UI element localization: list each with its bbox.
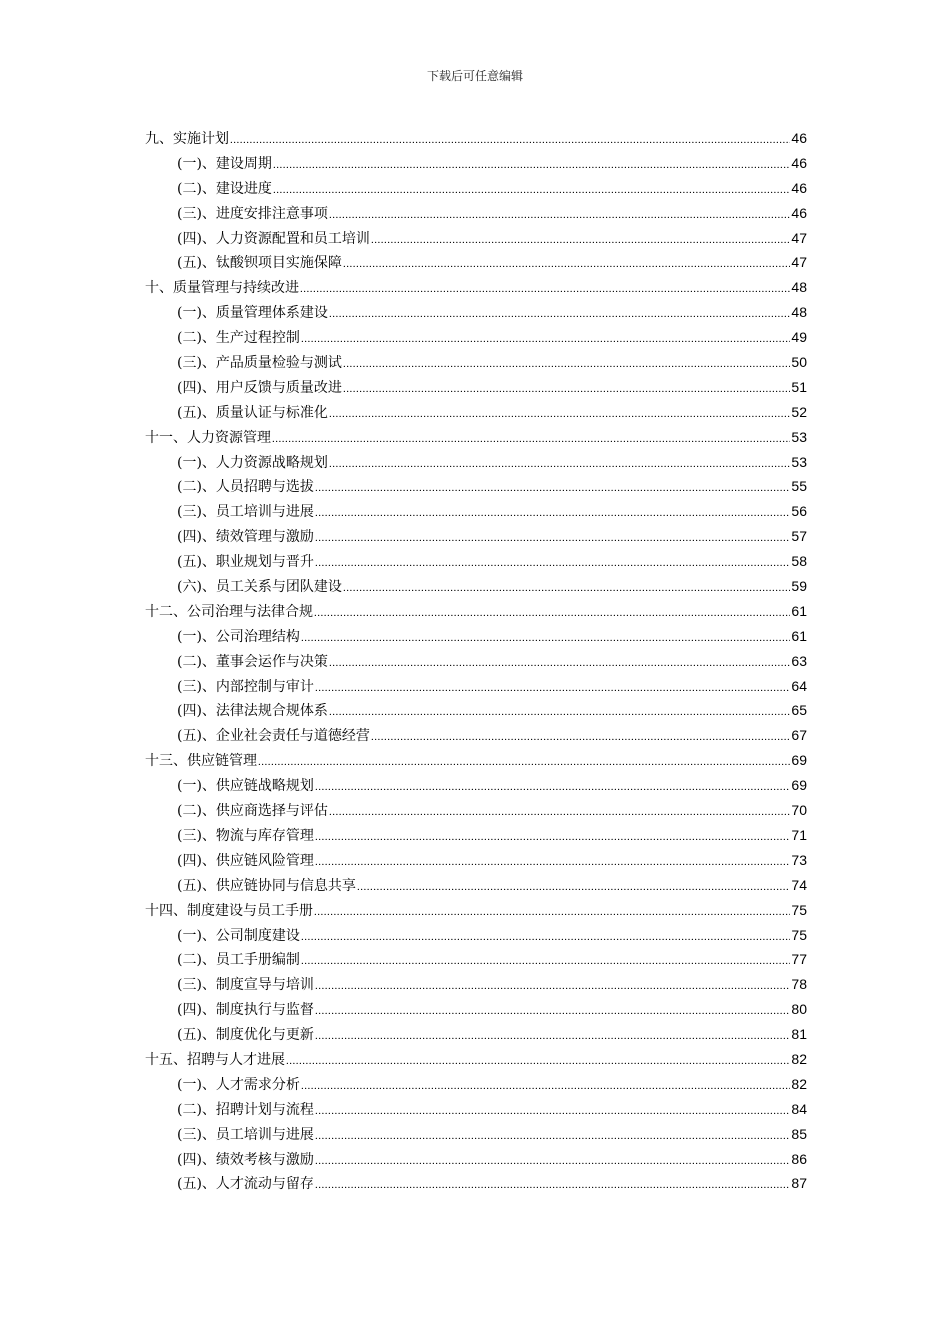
toc-page-number: 46 [791, 204, 807, 221]
toc-page-number: 52 [791, 403, 807, 420]
toc-entry-title: (四)、用户反馈与质量改进 [177, 379, 342, 396]
toc-page-number: 46 [791, 154, 807, 171]
toc-section-entry[interactable] [145, 1072, 807, 1097]
toc-section-entry[interactable] [145, 450, 807, 475]
toc-entry-title: (一)、建设周期 [177, 155, 272, 172]
toc-entry-title: (一)、质量管理体系建设 [177, 305, 328, 322]
toc-dot-leader [315, 551, 790, 576]
toc-section-entry[interactable] [145, 624, 807, 649]
toc-dot-leader [329, 700, 790, 725]
toc-dot-leader [258, 750, 790, 775]
toc-section-entry[interactable] [145, 1097, 807, 1122]
toc-page-number: 74 [791, 876, 807, 893]
toc-dot-leader [343, 377, 790, 402]
toc-entry-title: (二)、人员招聘与选拔 [177, 479, 314, 496]
toc-page-number: 53 [791, 453, 807, 470]
toc-dot-leader [315, 1173, 790, 1198]
toc-page-number: 64 [791, 677, 807, 694]
page-header: 下载后可任意编辑 [426, 69, 523, 83]
toc-section-entry[interactable] [145, 923, 807, 948]
toc-page-number: 65 [791, 702, 807, 719]
toc-section-entry[interactable] [145, 151, 807, 176]
toc-page-number: 63 [791, 652, 807, 669]
toc-dot-leader [273, 178, 790, 203]
toc-section-entry[interactable] [145, 972, 807, 997]
toc-page-number: 69 [791, 777, 807, 794]
toc-dot-leader [315, 825, 790, 850]
toc-section-entry[interactable] [145, 823, 807, 848]
toc-section-entry[interactable] [145, 549, 807, 574]
toc-section-entry[interactable] [145, 325, 807, 350]
toc-entry-title: (一)、供应链战略规划 [177, 778, 314, 795]
toc-dot-leader [315, 1149, 790, 1174]
toc-entry-title: (二)、员工手册编制 [177, 952, 300, 969]
toc-section-entry[interactable] [145, 300, 807, 325]
toc-entry-title: (四)、人力资源配置和员工培训 [177, 230, 370, 247]
toc-page-number: 50 [791, 354, 807, 371]
toc-dot-leader [230, 128, 790, 153]
toc-dot-leader [315, 1124, 790, 1149]
toc-dot-leader [301, 949, 790, 974]
toc-entry-title: (一)、公司制度建设 [177, 927, 300, 944]
toc-section-entry[interactable] [145, 574, 807, 599]
toc-dot-leader [329, 452, 790, 477]
toc-section-entry[interactable] [145, 1122, 807, 1147]
toc-entry-title: (三)、内部控制与审计 [177, 678, 314, 695]
toc-page-number: 82 [791, 1075, 807, 1092]
toc-page-number: 86 [791, 1150, 807, 1167]
toc-entry-title: 十四、制度建设与员工手册 [145, 902, 313, 919]
toc-dot-leader [343, 576, 790, 601]
toc-dot-leader [315, 476, 790, 501]
toc-section-entry[interactable] [145, 947, 807, 972]
toc-section-entry[interactable] [145, 350, 807, 375]
toc-entry-title: (五)、人才流动与留存 [177, 1176, 314, 1193]
toc-entry-title: (二)、招聘计划与流程 [177, 1101, 314, 1118]
toc-entry-title: (二)、生产过程控制 [177, 330, 300, 347]
toc-dot-leader [273, 153, 790, 178]
toc-entry-title: (三)、员工培训与进展 [177, 504, 314, 521]
toc-chapter-entry[interactable] [145, 275, 807, 300]
toc-dot-leader [314, 900, 790, 925]
toc-section-entry[interactable] [145, 176, 807, 201]
toc-entry-title: (五)、制度优化与更新 [177, 1027, 314, 1044]
toc-page-number: 55 [791, 478, 807, 495]
toc-dot-leader [329, 800, 790, 825]
toc-page-number: 77 [791, 951, 807, 968]
toc-section-entry[interactable] [145, 1022, 807, 1047]
toc-page-number: 69 [791, 752, 807, 769]
toc-section-entry[interactable] [145, 400, 807, 425]
toc-section-entry[interactable] [145, 1147, 807, 1172]
toc-page-number: 81 [791, 1026, 807, 1043]
toc-section-entry[interactable] [145, 698, 807, 723]
toc-dot-leader [301, 626, 790, 651]
toc-dot-leader [329, 203, 790, 228]
toc-page-number: 78 [791, 976, 807, 993]
toc-page-number: 48 [791, 279, 807, 296]
toc-page-number: 46 [791, 179, 807, 196]
toc-page-number: 49 [791, 329, 807, 346]
toc-page-number: 80 [791, 1001, 807, 1018]
toc-entry-title: (五)、供应链协同与信息共享 [177, 877, 356, 894]
toc-dot-leader [371, 228, 790, 253]
toc-dot-leader [357, 875, 790, 900]
toc-dot-leader [329, 402, 790, 427]
toc-chapter-entry[interactable] [145, 898, 807, 923]
toc-page-number: 75 [791, 901, 807, 918]
toc-page-number: 87 [791, 1175, 807, 1192]
toc-section-entry[interactable] [145, 649, 807, 674]
toc-section-entry[interactable] [145, 798, 807, 823]
toc-entry-title: (五)、职业规划与晋升 [177, 554, 314, 571]
toc-dot-leader [343, 352, 790, 377]
toc-dot-leader [315, 999, 790, 1024]
toc-dot-leader [315, 850, 790, 875]
toc-dot-leader [329, 651, 790, 676]
toc-section-entry[interactable] [145, 375, 807, 400]
toc-entry-title: (三)、员工培训与进展 [177, 1126, 314, 1143]
toc-chapter-entry[interactable] [145, 126, 807, 151]
toc-entry-title: 九、实施计划 [145, 131, 229, 147]
toc-section-entry[interactable] [145, 250, 807, 275]
toc-dot-leader [315, 501, 790, 526]
toc-section-entry[interactable] [145, 201, 807, 226]
toc-dot-leader [343, 252, 790, 277]
toc-entry-title: (四)、供应链风险管理 [177, 852, 314, 869]
toc-entry-title: (六)、员工关系与团队建设 [177, 579, 342, 596]
toc-entry-title: (二)、董事会运作与决策 [177, 653, 328, 670]
toc-page-number: 46 [791, 130, 807, 146]
toc-dot-leader [315, 775, 790, 800]
toc-entry-title: 十二、公司治理与法律合规 [145, 603, 313, 620]
toc-section-entry[interactable] [145, 674, 807, 699]
toc-page-number: 56 [791, 503, 807, 520]
toc-entry-title: (三)、物流与库存管理 [177, 827, 314, 844]
toc-page-number: 53 [791, 428, 807, 445]
toc-entry-title: (四)、法律法规合规体系 [177, 703, 328, 720]
toc-section-entry[interactable] [145, 499, 807, 524]
toc-page-number: 70 [791, 802, 807, 819]
toc-entry-title: (四)、制度执行与监督 [177, 1002, 314, 1019]
toc-section-entry[interactable] [145, 1171, 807, 1196]
toc-entry-title: 十五、招聘与人才进展 [145, 1051, 285, 1068]
toc-entry-title: (一)、公司治理结构 [177, 628, 300, 645]
toc-entry-title: 十一、人力资源管理 [145, 429, 271, 446]
toc-section-entry[interactable] [145, 474, 807, 499]
toc-section-entry[interactable] [145, 226, 807, 251]
toc-page-number: 47 [791, 229, 807, 246]
toc-page-number: 58 [791, 553, 807, 570]
toc-entry-title: (五)、质量认证与标准化 [177, 404, 328, 421]
toc-page-number: 51 [791, 378, 807, 395]
toc-dot-leader [315, 1024, 790, 1049]
toc-entry-title: (四)、绩效考核与激励 [177, 1151, 314, 1168]
toc-page-number: 82 [791, 1050, 807, 1067]
toc-entry-title: (三)、进度安排注意事项 [177, 205, 328, 222]
toc-page-number: 84 [791, 1100, 807, 1117]
toc-section-entry[interactable] [145, 524, 807, 549]
toc-entry-title: (五)、钛酸钡项目实施保障 [177, 255, 342, 272]
toc-dot-leader [314, 601, 790, 626]
toc-page-number: 59 [791, 578, 807, 595]
toc-chapter-entry[interactable] [145, 748, 807, 773]
toc-page-number: 48 [791, 304, 807, 321]
toc-page-number: 73 [791, 851, 807, 868]
toc-entry-title: (二)、供应商选择与评估 [177, 803, 328, 820]
toc-chapter-entry[interactable] [145, 425, 807, 450]
toc-page-number: 57 [791, 528, 807, 545]
toc-entry-title: 十三、供应链管理 [145, 753, 257, 770]
toc-page-number: 61 [791, 602, 807, 619]
toc-entry-title: 十、质量管理与持续改进 [145, 280, 299, 297]
toc-section-entry[interactable] [145, 773, 807, 798]
toc-page-number: 47 [791, 254, 807, 271]
table-of-contents [145, 126, 807, 1196]
toc-page-number: 71 [791, 826, 807, 843]
toc-dot-leader [300, 277, 790, 302]
toc-dot-leader [301, 925, 790, 950]
toc-dot-leader [286, 1049, 790, 1074]
toc-entry-title: (四)、绩效管理与激励 [177, 529, 314, 546]
toc-chapter-entry[interactable] [145, 599, 807, 624]
toc-section-entry[interactable] [145, 848, 807, 873]
toc-page-number: 61 [791, 627, 807, 644]
toc-entry-title: (五)、企业社会责任与道德经营 [177, 728, 370, 745]
toc-dot-leader [315, 526, 790, 551]
toc-chapter-entry[interactable] [145, 1047, 807, 1072]
toc-entry-title: (三)、产品质量检验与测试 [177, 355, 342, 372]
toc-page-number: 67 [791, 727, 807, 744]
toc-entry-title: (三)、制度宣导与培训 [177, 977, 314, 994]
toc-section-entry[interactable] [145, 723, 807, 748]
toc-section-entry[interactable] [145, 997, 807, 1022]
toc-entry-title: (一)、人力资源战略规划 [177, 454, 328, 471]
toc-dot-leader [315, 974, 790, 999]
toc-dot-leader [315, 1099, 790, 1124]
toc-dot-leader [301, 327, 790, 352]
toc-dot-leader [329, 302, 790, 327]
toc-dot-leader [315, 676, 790, 701]
toc-page-number: 85 [791, 1125, 807, 1142]
toc-entry-title: (一)、人才需求分析 [177, 1076, 300, 1093]
toc-dot-leader [301, 1074, 790, 1099]
toc-dot-leader [371, 725, 790, 750]
toc-page-number: 75 [791, 926, 807, 943]
toc-section-entry[interactable] [145, 873, 807, 898]
toc-entry-title: (二)、建设进度 [177, 180, 272, 197]
toc-dot-leader [272, 427, 790, 452]
